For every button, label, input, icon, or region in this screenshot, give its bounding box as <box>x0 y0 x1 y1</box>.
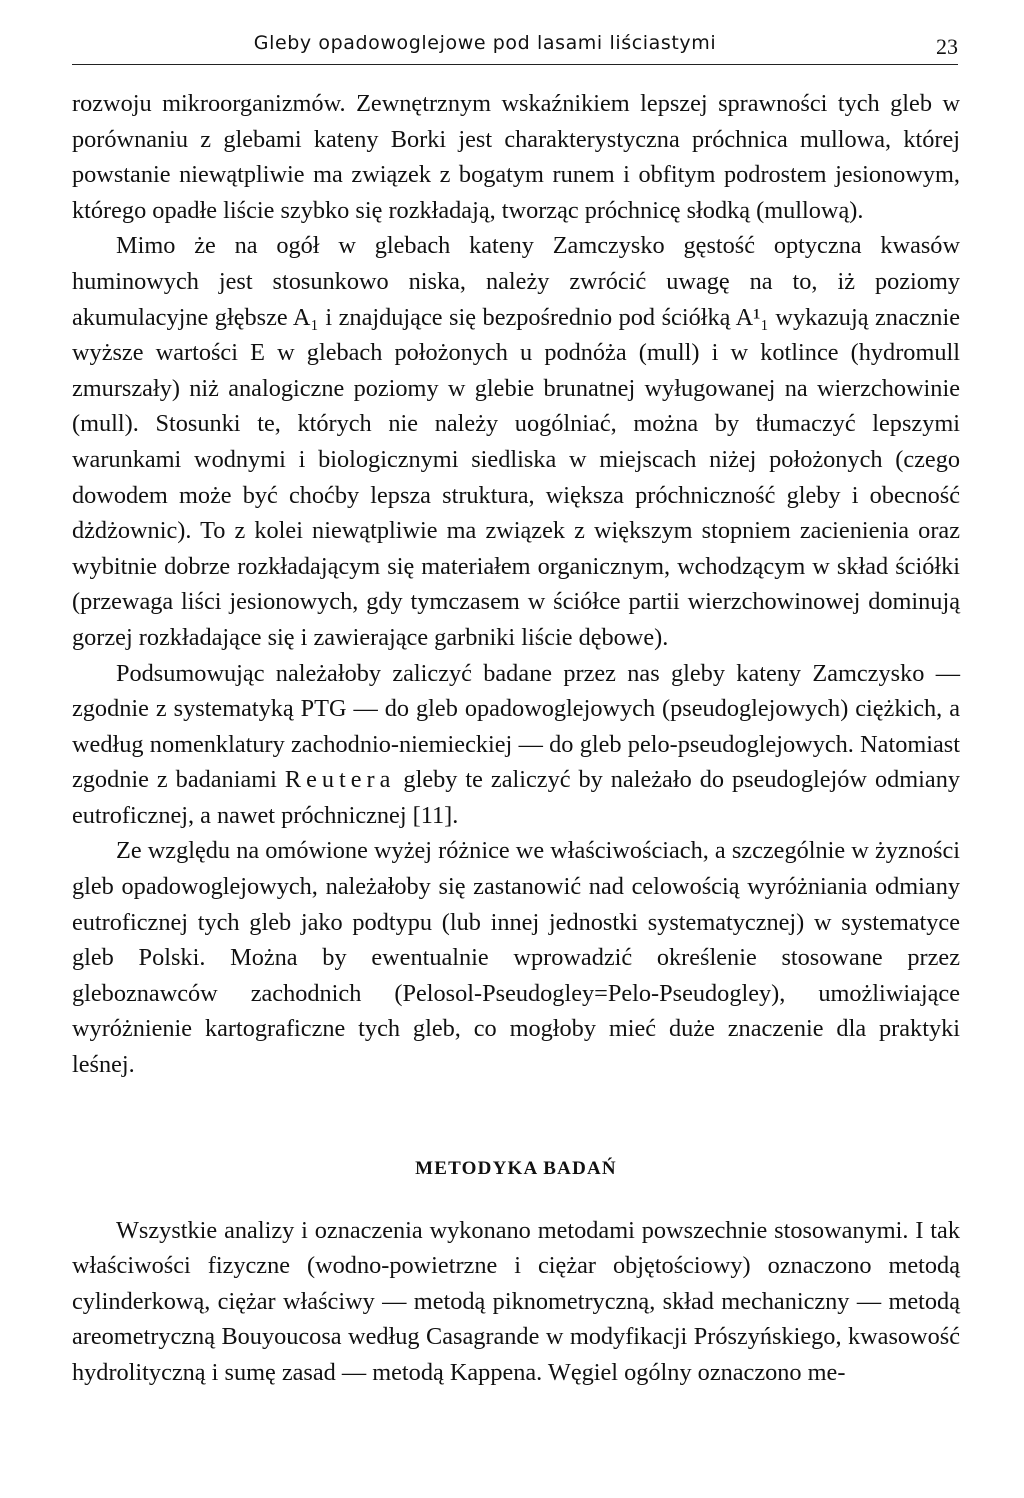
running-title: Gleby opadowoglejowe pod lasami liściastymi <box>253 32 717 54</box>
section-paragraph: Wszystkie analizy i oznaczenia wykonano metodami powszechnie stosowanymi. I tak właściwości fizyczne (wodno-powietrzne i ciężar objętościowy) oznaczono metodą cylinderkową, ciężar właściwy — metodą piknometryczną, skład mechaniczny — metodą areometryczną Bouyoucosa według Casagrande w modyfikacji Prószyńskiego, kwasowość hydrolityczną i sumę zasad — metodą Kappena. Węgiel ogólny oznaczono me- <box>72 1216 960 1386</box>
body-text <box>72 86 960 1391</box>
page-number: 23 <box>936 34 958 59</box>
paragraph-2: Mimo że na ogół w glebach kateny Zamczysko gęstość optyczna kwasów huminowych jest stosunkowo niska, należy zwrócić uwagę na to, iż poziomy akumulacyjne głębsze A₁ i znajdujące się bezpośrednio pod ściółką A¹₁ wykazują znacznie wyższe wartości E w glebach położonych u podnóża (mull) i w kotlince (hydromull zmurszały) niż analogiczne poziomy w glebie brunatnej wyługowanej na wierzchowinie (mull). Stosunki te, których nie należy uogólniać, można by tłumaczyć lepszymi warunkami wodnymi i biologicznymi siedliska w miejscach niżej położonych (czego dowodem może być choćby lepsza struktura, większa próchniczność gleby i obecność dżdżownic). To z kolei niewątpliwie ma związek z większym stopniem zacienienia oraz wybitnie dobrze rozkładającym się materiałem organicznym, wchodzącym w skład ściółki (przewaga liści jesionowych, gdy tymczasem w ściółce partii wierzchowinowej dominują gorzej rozkładające się i zawierające garbniki liście dębowe). <box>72 232 960 651</box>
section-heading: METODYKA BADAŃ <box>415 1157 617 1179</box>
paragraph-4: Ze względu na omówione wyżej różnice we właściwościach, a szczególnie w żyzności gleb opadowoglejowych, należałoby się zastanowić nad celowością wyróżniania odmiany eutroficznej tych gleb jako podtypu (lub innej jednostki systematycznej) w systematyce gleb Polski. Można by ewentualnie wprowadzić określenie stosowane przez gleboznawców zachodnich (Pelosol-Pseudogley=Pelo-Pseudogley), umożliwiające wyróżnienie kartograficzne tych gleb, co mogłoby mieć duże znaczenie dla praktyki leśnej. <box>72 837 960 1079</box>
paragraph-3 <box>72 656 960 834</box>
paragraph-3-text-after: gleby te zaliczyć by należało do pseudoglejów odmiany eutroficznej, a nawet próchnicznej [11]. <box>72 766 960 829</box>
page-header <box>72 30 958 65</box>
paragraph-3-text-before: Podsumowując należałoby zaliczyć badane przez nas gleby kateny Zamczysko — zgodnie z systematyką PTG — do gleb opadowoglejowych (pseudoglejowych) ciężkich, a według nomenklatury zachodnio-niemieckiej — do gleb pelo-pseudoglejowych. Natomiast zgodnie z badaniami <box>72 659 960 794</box>
paragraph-1: rozwoju mikroorganizmów. Zewnętrznym wskaźnikiem lepszej sprawności tych gleb w porównaniu z glebami kateny Borki jest charakterystyczna próchnica mullowa, której powstanie niewątpliwie ma związek z bogatym runem i obfitym podrostem jesionowym, którego opadłe liście szybko się rozkładają, tworząc próchnicę słodką (mullową). <box>72 90 960 224</box>
author-name-spaced: Reutera <box>284 766 396 794</box>
